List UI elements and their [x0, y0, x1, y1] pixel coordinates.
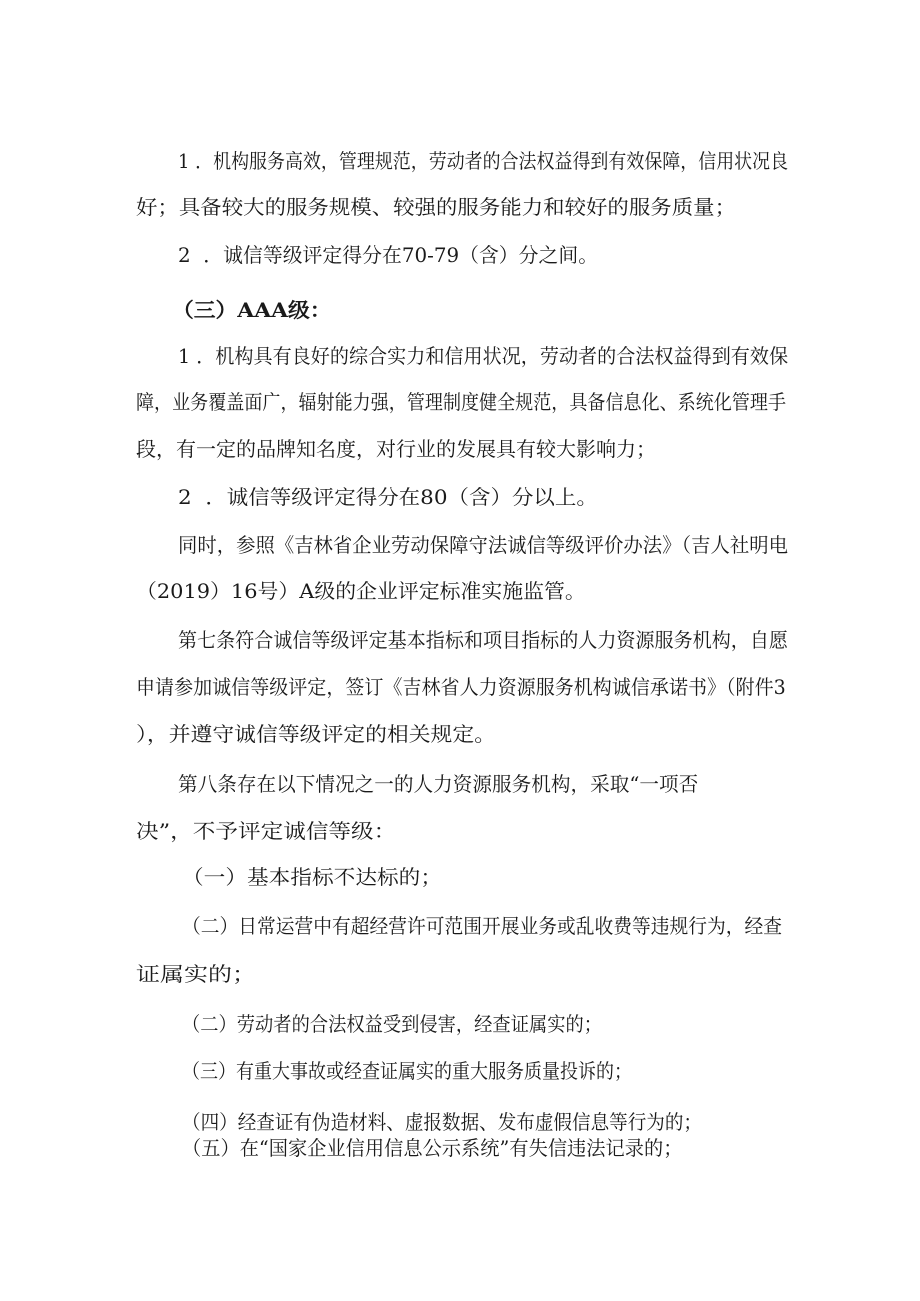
paragraph-line: 决”，不予评定诚信等级：: [136, 819, 397, 843]
paragraph-line: ），并遵守诚信等级评定的相关规定。: [136, 722, 496, 746]
paragraph-line: 2 ．诚信等级评定得分在80（含）分以上。: [178, 485, 598, 509]
list-item: （四）经查证有伪造材料、虚报数据、发布虚假信息等行为的；: [182, 1110, 702, 1134]
paragraph-line: 段，有一定的品牌知名度，对行业的发展具有较大影响力；: [136, 437, 656, 461]
list-item: （三）有重大事故或经查证属实的重大服务质量投诉的；: [182, 1059, 632, 1083]
paragraph-line: 障，业务覆盖面广，辐射能力强，管理制度健全规范，具备信息化、系统化管理手: [136, 390, 786, 414]
paragraph-line: 第八条存在以下情况之一的人力资源服务机构，采取“一项否: [178, 772, 699, 796]
paragraph-line: 第七条符合诚信等级评定基本指标和项目指标的人力资源服务机构，自愿: [178, 628, 788, 652]
paragraph-line: 证属实的；: [136, 962, 256, 986]
section-heading: （三）AAA级：: [172, 298, 332, 322]
list-item: （二）日常运营中有超经营许可范围开展业务或乱收费等违规行为，经查: [182, 914, 782, 938]
list-item: （二）劳动者的合法权益受到侵害，经查证属实的；: [182, 1012, 602, 1036]
list-item: （五）在“国家企业信用信息公示系统”有失信违法记录的；: [182, 1136, 683, 1160]
list-item: （一）基本指标不达标的；: [182, 865, 442, 889]
paragraph-line: 1 ．机构具有良好的综合实力和信用状况，劳动者的合法权益得到有效保: [178, 344, 789, 368]
paragraph-line: （2019）16号）A级的企业评定标准实施监管。: [136, 579, 586, 603]
paragraph-line: 2 ．诚信等级评定得分在70-79（含）分之间。: [178, 243, 599, 267]
paragraph-line: 1 ．机构服务高效，管理规范，劳动者的合法权益得到有效保障，信用状况良: [178, 149, 789, 173]
paragraph-line: 同时，参照《吉林省企业劳动保障守法诚信等级评价办法》（吉人社明电: [178, 533, 788, 557]
paragraph-line: 好；具备较大的服务规模、较强的服务能力和较好的服务质量；: [136, 195, 736, 219]
paragraph-line: 申请参加诚信等级评定，签订《吉林省人力资源服务机构诚信承诺书》（附件3: [136, 675, 786, 699]
